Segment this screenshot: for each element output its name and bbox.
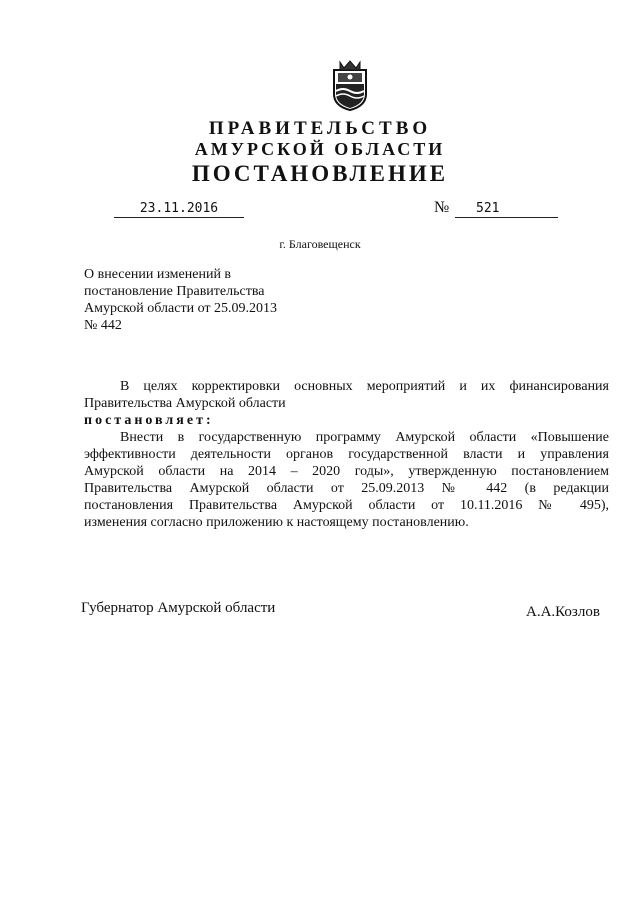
- subject-line: Амурской области от 25.09.2013: [84, 301, 277, 316]
- body-line: эффективности деятельности органов государственной власти и управления: [84, 447, 609, 462]
- subject-line: № 442: [84, 318, 122, 333]
- document-date: 23.11.2016: [139, 201, 219, 216]
- document-number: 521: [476, 201, 500, 216]
- body-line: В целях корректировки основных мероприятий и их финансирования: [120, 379, 609, 394]
- header-line-2: АМУРСКОЙ ОБЛАСТИ: [194, 139, 446, 159]
- signatory-name: А.А.Козлов: [526, 604, 600, 620]
- number-underline: [455, 217, 558, 218]
- body-line: Амурской области на 2014 – 2020 годы», утвержденную постановлением: [84, 464, 609, 479]
- subject-line: О внесении изменений в: [84, 267, 232, 282]
- document-subject: [84, 266, 277, 334]
- body-line: постановления Правительства Амурской области от 10.11.2016 № 495),: [84, 498, 609, 513]
- body-line: Внести в государственную программу Амурской области «Повышение: [120, 430, 609, 445]
- header-line-1: ПРАВИТЕЛЬСТВО: [208, 118, 432, 139]
- body-line: изменения согласно приложению к настоящему постановлению.: [84, 515, 469, 530]
- coat-of-arms-icon: [326, 60, 374, 112]
- city: г. Благовещенск: [279, 237, 361, 251]
- body-line: Правительства Амурской области от 25.09.2013 № 442 (в редакции: [84, 481, 609, 496]
- document-type: ПОСТАНОВЛЕНИЕ: [191, 161, 449, 186]
- resolves-word: постановляет:: [84, 413, 214, 428]
- number-sign: №: [434, 199, 450, 216]
- body-line: Правительства Амурской области: [84, 396, 286, 411]
- subject-line: постановление Правительства: [84, 284, 265, 299]
- signatory-role: Губернатор Амурской области: [81, 600, 276, 616]
- document-body: [84, 378, 609, 531]
- date-underline: [114, 217, 244, 218]
